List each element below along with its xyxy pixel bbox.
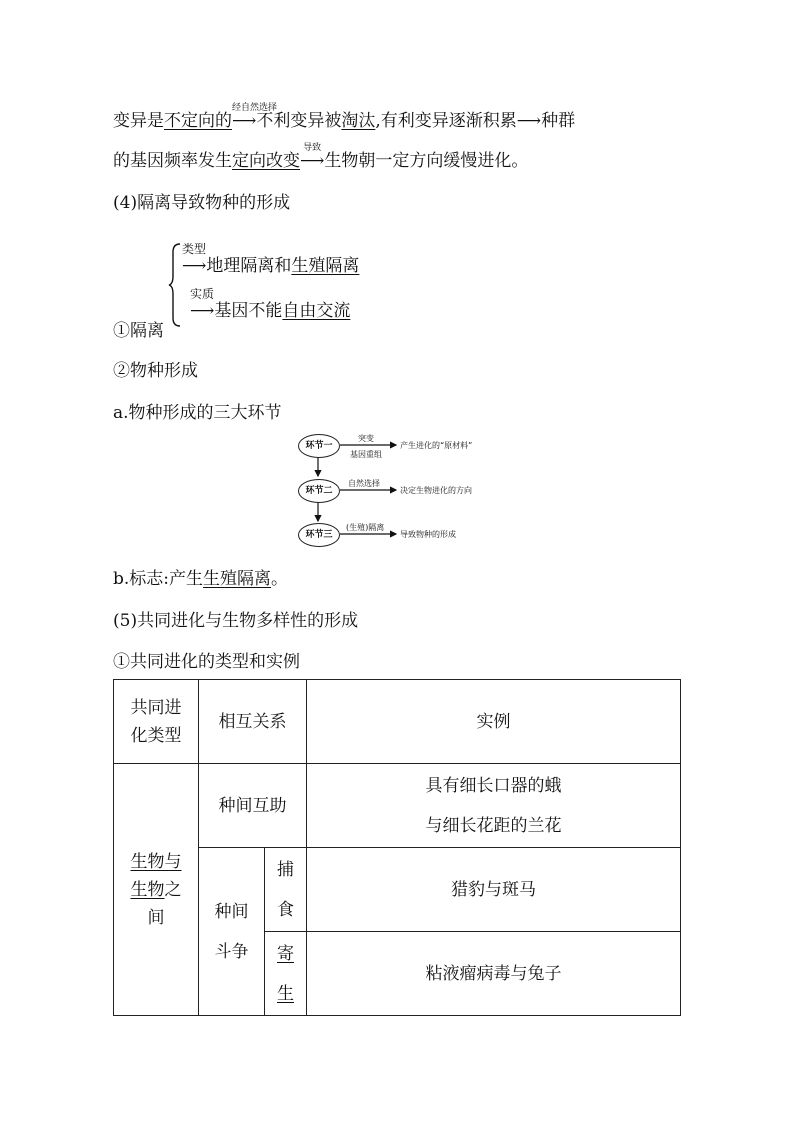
example-cell: 猎豹与斑马	[307, 848, 681, 932]
text-segment: 变异是	[113, 111, 164, 131]
section-heading-4: (4)隔离导致物种的形成	[113, 193, 291, 213]
flow-node-2: 环节二	[298, 479, 340, 503]
section-heading-5: (5)共同进化与生物多样性的形成	[113, 611, 359, 631]
example-line: 与细长花距的兰花	[425, 815, 562, 836]
subtype-cell	[265, 848, 307, 932]
relation-line: 斗争	[214, 941, 249, 962]
example-cell: 粘液瘤病毒与兔子	[307, 932, 681, 1016]
isolation-type-row	[182, 251, 359, 276]
underlined-term: 不定向的	[164, 111, 232, 131]
type-line: 间	[147, 907, 165, 928]
text-segment: 种群	[541, 111, 576, 131]
isolation-diagram	[168, 240, 398, 330]
text-segment: 的基因频率发生	[113, 151, 232, 171]
header-cell: 实例	[307, 680, 681, 764]
type-line	[118, 848, 194, 876]
paragraph-line-2	[113, 143, 529, 171]
item-three-links: a.物种形成的三大环节	[113, 403, 282, 423]
arrow3-label-top: (生殖)隔离	[346, 523, 385, 532]
text-segment: 不利变异被	[256, 111, 342, 131]
text-segment: 生物朝一定方向缓慢进化。	[324, 151, 529, 171]
underlined-term: 生殖隔离	[203, 569, 272, 589]
table-row	[114, 848, 681, 932]
arrow1-label-top: 突变	[358, 434, 374, 443]
underlined-term: 自由交流	[282, 301, 351, 321]
example-line: 具有细长口器的蛾	[425, 775, 562, 796]
relation-cell	[199, 848, 265, 1016]
flow-node-3: 环节三	[298, 523, 340, 547]
flow-node-1: 环节一	[298, 434, 340, 458]
isolation-item-label: ①隔离	[113, 321, 164, 341]
arrow-glyph: ⟶	[516, 111, 542, 131]
text-segment: b.标志:产生	[113, 569, 204, 589]
relation-cell: 种间互助	[199, 764, 307, 848]
result-1: 产生进化的“原材料”	[400, 441, 473, 450]
table-row	[114, 764, 681, 848]
arrow-label: 经自然选择	[232, 103, 278, 113]
paragraph-line-1	[113, 103, 576, 131]
subtype-line: 生	[277, 983, 294, 1004]
coevolution-table	[113, 679, 681, 1016]
subtype-cell	[265, 932, 307, 1016]
arrow-glyph: ⟶	[190, 301, 215, 321]
underlined-term: 生物	[130, 879, 165, 900]
arrow-with-label: 导致 ⟶	[300, 151, 324, 171]
relation-line: 种间	[214, 901, 249, 922]
item-sign	[113, 564, 288, 589]
arrow-glyph: ⟶	[182, 256, 207, 276]
header-line: 化类型	[130, 725, 182, 746]
text-segment: ,有利变异逐渐积累	[375, 111, 517, 131]
item-coevolution-types: ①共同进化的类型和实例	[113, 652, 300, 672]
arrow-with-label: 经自然选择 ⟶	[232, 111, 256, 131]
subtype-line: 寄	[277, 943, 294, 964]
underlined-term: 淘汰	[341, 111, 376, 131]
text-segment: 之	[164, 879, 182, 900]
table-header-row	[114, 680, 681, 764]
header-cell	[114, 680, 199, 764]
item-species-formation: ②物种形成	[113, 361, 198, 381]
underlined-term: 生殖隔离	[291, 256, 360, 276]
result-3: 导致物种的形成	[400, 530, 456, 539]
text-segment: 。	[271, 569, 289, 589]
example-cell	[307, 764, 681, 848]
header-cell: 相互关系	[199, 680, 307, 764]
underlined-term: 生物与	[130, 851, 182, 872]
arrow-label: 导致	[303, 143, 322, 153]
essence-tag: 实质	[190, 287, 215, 301]
subtype-line: 食	[277, 899, 294, 920]
curly-brace-icon	[168, 242, 182, 328]
result-2: 决定生物进化的方向	[400, 486, 472, 495]
subtype-line: 捕	[277, 859, 294, 880]
type-line	[118, 876, 194, 904]
essence-text: 基因不能	[214, 301, 283, 321]
arrow1-label-bottom: 基因重组	[350, 450, 382, 459]
header-line: 共同进	[130, 697, 182, 718]
type-cell	[114, 764, 199, 1016]
type-tag: 类型	[182, 242, 207, 256]
isolation-essence-row	[190, 296, 350, 321]
type-text: 地理隔离和	[206, 256, 292, 276]
species-formation-flowchart	[296, 432, 516, 548]
underlined-term: 定向改变	[232, 151, 300, 171]
arrow2-label-top: 自然选择	[348, 479, 380, 488]
